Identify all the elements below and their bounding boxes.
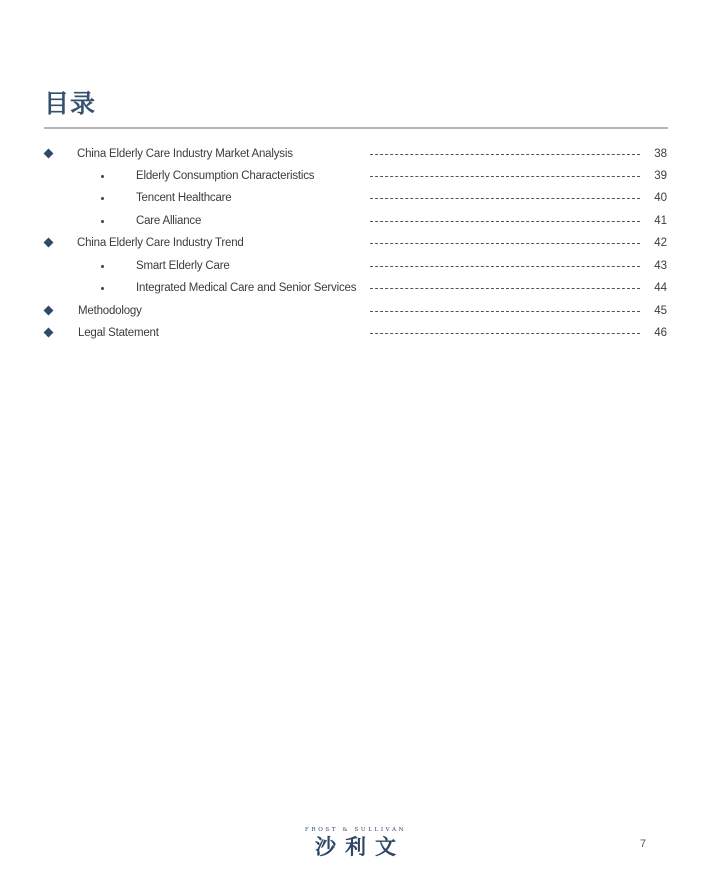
toc-entry-label: Elderly Consumption Characteristics bbox=[136, 170, 315, 182]
toc-entry-sub[interactable] bbox=[0, 210, 710, 232]
dotted-leader bbox=[370, 243, 640, 244]
toc-entry-label: Care Alliance bbox=[136, 215, 202, 227]
toc-page-number: 44 bbox=[654, 282, 667, 294]
page-number: 7 bbox=[640, 838, 647, 850]
dotted-leader bbox=[370, 288, 640, 289]
toc-page-number: 38 bbox=[654, 148, 667, 160]
toc-page-number: 39 bbox=[654, 170, 667, 182]
toc-page-number: 41 bbox=[654, 215, 667, 227]
dot-bullet-icon bbox=[101, 287, 104, 290]
dotted-leader bbox=[370, 154, 640, 155]
toc-entry-main[interactable] bbox=[0, 300, 710, 322]
logo-english-text: FROST & SULLIVAN bbox=[304, 827, 407, 833]
dot-bullet-icon bbox=[101, 197, 104, 200]
diamond-bullet-icon bbox=[44, 306, 54, 316]
dot-bullet-icon bbox=[101, 175, 104, 178]
diamond-bullet-icon bbox=[44, 328, 54, 338]
toc-page-number: 42 bbox=[654, 237, 667, 249]
toc-entry-label: Legal Statement bbox=[78, 327, 159, 339]
dot-bullet-icon bbox=[101, 220, 104, 223]
toc-entry-main[interactable] bbox=[0, 143, 710, 165]
toc-page-number: 45 bbox=[654, 305, 667, 317]
toc-entry-label: China Elderly Care Industry Market Analysis bbox=[77, 148, 293, 160]
title-divider bbox=[44, 127, 668, 129]
toc-page-number: 40 bbox=[654, 192, 667, 204]
toc-entry-label: China Elderly Care Industry Trend bbox=[77, 237, 244, 249]
dotted-leader bbox=[370, 311, 640, 312]
diamond-bullet-icon bbox=[44, 149, 54, 159]
dotted-leader bbox=[370, 198, 640, 199]
toc-entry-label: Tencent Healthcare bbox=[136, 192, 232, 204]
dot-bullet-icon bbox=[101, 265, 104, 268]
dotted-leader bbox=[370, 221, 640, 222]
toc-entry-sub[interactable] bbox=[0, 165, 710, 187]
toc-entry-label: Integrated Medical Care and Senior Services bbox=[136, 282, 357, 294]
toc-entry-label: Smart Elderly Care bbox=[136, 260, 230, 272]
frost-sullivan-logo bbox=[303, 827, 408, 863]
toc-page-number: 43 bbox=[654, 260, 667, 272]
toc-entry-sub[interactable] bbox=[0, 255, 710, 277]
logo-chinese-text: 沙利文 bbox=[315, 835, 405, 859]
page-title: 目录 bbox=[44, 89, 97, 118]
toc-entry-sub[interactable] bbox=[0, 187, 710, 209]
dotted-leader bbox=[370, 266, 640, 267]
toc-entry-sub[interactable] bbox=[0, 277, 710, 299]
toc-entry-label: Methodology bbox=[78, 305, 142, 317]
diamond-bullet-icon bbox=[44, 238, 54, 248]
toc-entry-main[interactable] bbox=[0, 232, 710, 254]
dotted-leader bbox=[370, 176, 640, 177]
toc-page-number: 46 bbox=[654, 327, 667, 339]
toc-entry-main[interactable] bbox=[0, 322, 710, 344]
dotted-leader bbox=[370, 333, 640, 334]
